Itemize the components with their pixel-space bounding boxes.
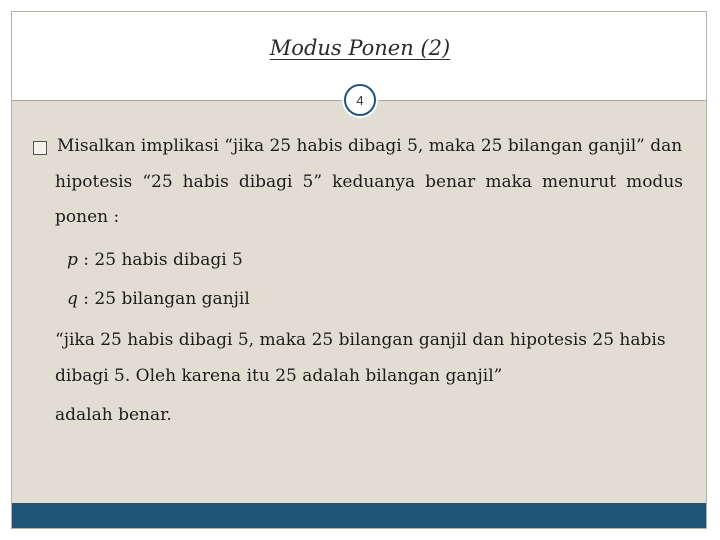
conclusion-line-2: dibagi 5. Oleh karena itu 25 adalah bilangan ganjil” — [55, 366, 503, 386]
premise-p-text: : 25 habis dibagi 5 — [77, 250, 243, 270]
square-bullet-icon — [33, 141, 47, 155]
bullet-text-line-2: hipotesis “25 habis dibagi 5” keduanya benar maka menurut modus — [55, 172, 683, 192]
premise-p-variable: p — [67, 250, 78, 270]
bullet-text-line-3: ponen : — [55, 207, 120, 227]
premise-q-text: : 25 bilangan ganjil — [77, 289, 250, 309]
premise-q-variable: q — [67, 289, 78, 309]
premise-p — [67, 250, 243, 270]
footer-bar — [12, 503, 706, 528]
slide-title: Modus Ponen (2) — [269, 36, 451, 60]
conclusion-line-1: “jika 25 habis dibagi 5, maka 25 bilangan ganjil dan hipotesis 25 habis — [55, 330, 666, 350]
premise-q — [67, 289, 250, 309]
page-number-badge: 4 — [344, 84, 376, 116]
bullet-text-line-1: Misalkan implikasi “jika 25 habis dibagi 5, maka 25 bilangan ganjil” dan — [57, 136, 683, 156]
conclusion-line-3: adalah benar. — [55, 405, 172, 425]
